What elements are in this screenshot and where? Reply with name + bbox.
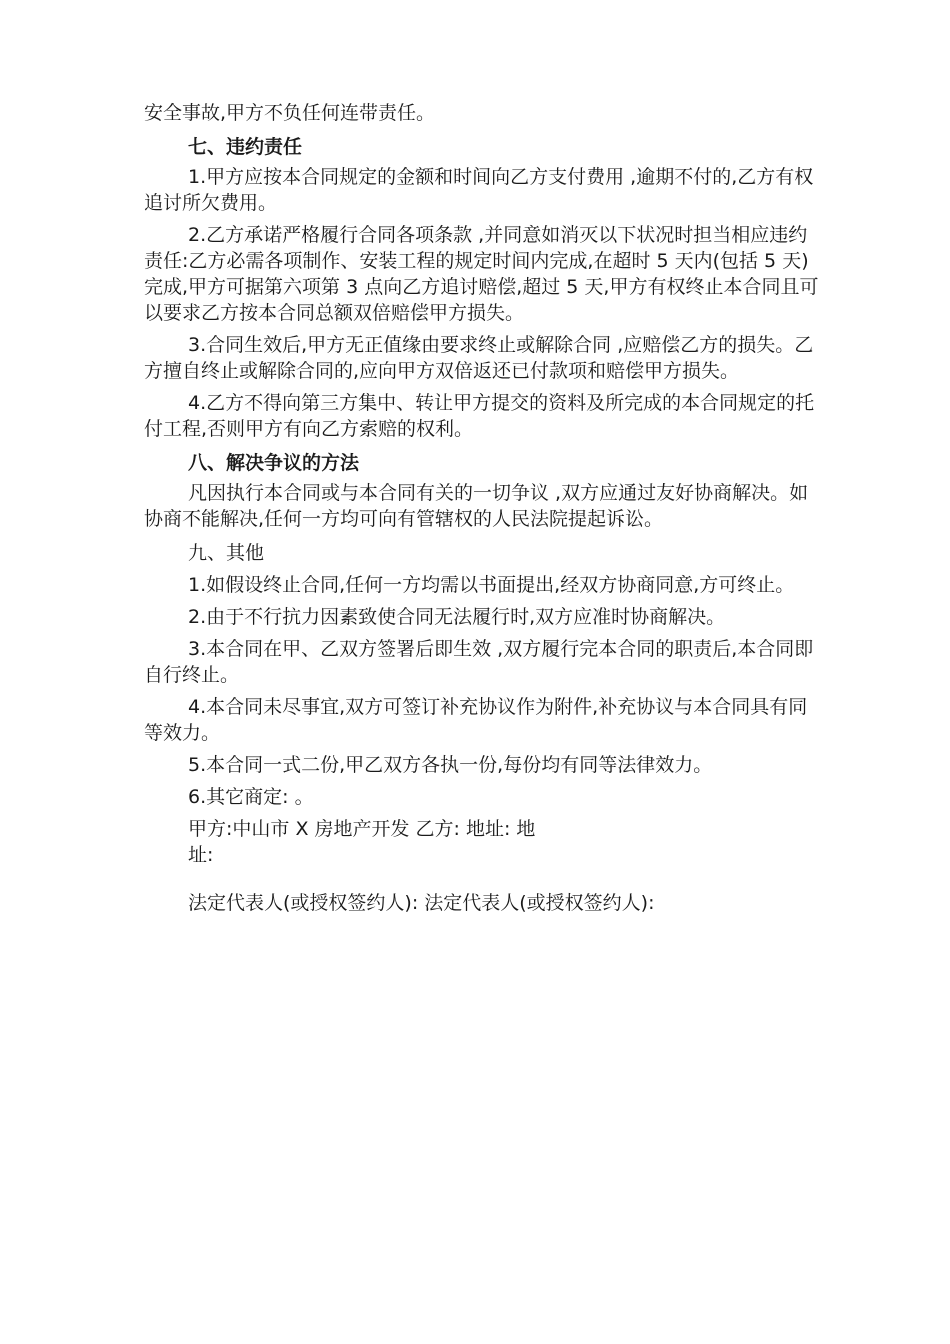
signature-address-line: 址: <box>188 844 214 866</box>
signature-party-line: 甲方:中山市 X 房地产开发 乙方: 地址: 地 <box>188 818 536 840</box>
section-8-heading: 八、解决争议的方法 <box>188 452 360 474</box>
section-9-item-1: 1.如假设终止合同,任何一方均需以书面提出,经双方协商同意,方可终止。 <box>188 574 795 596</box>
section-7-item-3: 3.合同生效后,甲方无正值缘由要求终止或解除合同 ,应赔偿乙方的损失。乙方擅自终止或解除合同的,应向甲方双倍返还已付款项和赔偿甲方损失。 <box>144 334 814 382</box>
section-7-item-1: 1.甲方应按本合同规定的金额和时间向乙方支付费用 ,逾期不付的,乙方有权追讨所欠费用。 <box>144 166 814 214</box>
signature-block <box>144 816 824 916</box>
continued-paragraph: 安全事故,甲方不负任何连带责任。 <box>144 102 436 124</box>
signature-spacer <box>188 868 824 890</box>
section-9-item-2: 2.由于不行抗力因素致使合同无法履行时,双方应准时协商解决。 <box>188 606 726 628</box>
section-9-item-5: 5.本合同一式二份,甲乙双方各执一份,每份均有同等法律效力。 <box>188 754 713 776</box>
section-9-item-6: 6.其它商定: 。 <box>188 786 314 808</box>
signature-representative-line: 法定代表人(或授权签约人): 法定代表人(或授权签约人): <box>188 892 655 914</box>
section-7-heading: 七、违约责任 <box>188 136 303 158</box>
section-7-item-2: 2.乙方承诺严格履行合同各项条款 ,并同意如消灭以下状况时担当相应违约责任:乙方必需各项制作、安装工程的规定时间内完成,在超时 5 天内(包括 5 天)完成,甲方可据第六项第 3 点向乙方追讨赔偿,超过 5 天,甲方有权终止本合同且可以要求乙方按本合同总额双倍赔偿甲方损失。 <box>144 224 819 324</box>
section-9-item-3: 3.本合同在甲、乙双方签署后即生效 ,双方履行完本合同的职责后,本合同即自行终止。 <box>144 638 814 686</box>
document-body <box>144 100 824 916</box>
section-7-item-4: 4.乙方不得向第三方集中、转让甲方提交的资料及所完成的本合同规定的托付工程,否则甲方有向乙方索赔的权利。 <box>144 392 815 440</box>
section-8-body: 凡因执行本合同或与本合同有关的一切争议 ,双方应通过友好协商解决。如协商不能解决,任何一方均可向有管辖权的人民法院提起诉讼。 <box>144 482 809 530</box>
section-9-heading: 九、其他 <box>188 542 265 564</box>
section-9-item-4: 4.本合同未尽事宜,双方可签订补充协议作为附件,补充协议与本合同具有同等效力。 <box>144 696 808 744</box>
